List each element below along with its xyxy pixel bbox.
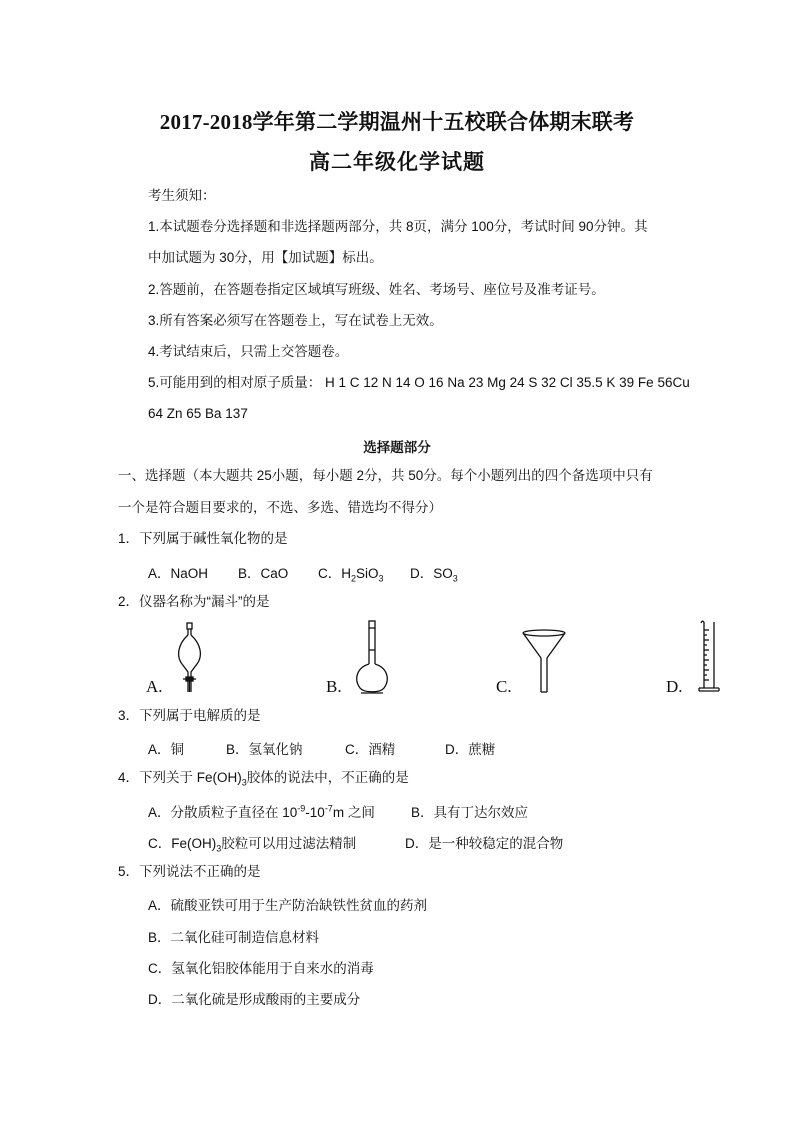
- funnel-icon: [520, 628, 568, 694]
- question-4-option-b: B．具有丁达尔效应: [411, 805, 529, 820]
- question-5-option-d: D．二氧化硫是形成酸雨的主要成分: [148, 992, 361, 1007]
- exam-title: 2017-2018学年第二学期温州十五校联合体期末联考: [159, 110, 635, 134]
- question-3-option-c: C．酒精: [345, 742, 396, 757]
- question-2-option-a-label: A.: [146, 677, 163, 696]
- question-3-option-a: A．铜: [148, 742, 185, 757]
- question-2-stem: 2．仪器名称为“漏斗”的是: [118, 594, 270, 609]
- question-4-stem: 4．下列关于 $Fe(OH)_3$胶体的说法中，不正确的是: [118, 770, 409, 788]
- question-3-option-b: B．氢氧化钠: [226, 742, 303, 757]
- question-5-option-a: A．硫酸亚铁可用于生产防治缺铁性贫血的药剂: [148, 898, 428, 913]
- graduated-cylinder-icon: [696, 620, 726, 694]
- exam-subtitle: 高二年级化学试题: [309, 150, 485, 174]
- question-2-option-d-label: D.: [666, 677, 683, 696]
- question-4-option-c: C．$Fe(OH)_3$胶粒可以用过滤法精制: [148, 836, 357, 854]
- notice-item-4: 4.考试结束后，只需上交答题卷。: [148, 344, 349, 359]
- question-2-option-c-label: C.: [496, 677, 512, 696]
- separatory-funnel-icon: [170, 622, 210, 694]
- notice-item-5-line-2: 64 Zn 65 Ba 137: [148, 406, 248, 421]
- question-1-option-a: A．NaOH: [148, 566, 209, 581]
- question-5-option-c: C．氢氧化铝胶体能用于自来水的消毒: [148, 961, 374, 976]
- section-intro-line-1: 一、选择题（本大题共 25小题，每小题 2分，共 50分。每个小题列出的四个备选项中只有: [118, 468, 653, 483]
- notice-item-5-line-1: 5.可能用到的相对原子质量： H 1 C 12 N 14 O 16 Na 23 Mg 24 S 32 Cl 35.5 K 39 Fe 56Cu: [148, 375, 690, 390]
- question-1-stem: 1．下列属于碱性氧化物的是: [118, 531, 288, 546]
- question-5-stem: 5．下列说法不正确的是: [118, 864, 261, 879]
- question-5-option-b: B．二氧化硅可制造信息材料: [148, 930, 320, 945]
- notice-heading: 考生须知：: [148, 188, 216, 203]
- section-title: 选择题部分: [363, 440, 431, 455]
- notice-item-3: 3.所有答案必须写在答题卷上，写在试卷上无效。: [148, 313, 443, 328]
- notice-item-2: 2.答题前，在答题卷指定区域填写班级、姓名、考场号、座位号及准考证号。: [148, 282, 605, 297]
- question-3-option-d: D．蔗糖: [445, 742, 496, 757]
- notice-item-1-line-1: 1.本试题卷分选择题和非选择题两部分，共 8页，满分 100分，考试时间 90分钟。其: [148, 219, 648, 234]
- question-2-option-b-label: B.: [326, 677, 342, 696]
- question-1-option-c: C．$H_2SiO_3$: [318, 566, 384, 584]
- volumetric-flask-icon: [352, 620, 392, 696]
- notice-item-1-line-2: 中加试题为 30分，用【加试题】标出。: [148, 250, 383, 265]
- question-4-option-a: A．分散质粒子直径在 $10^{-9}-10^{-7}m$ 之间: [148, 803, 375, 820]
- question-1-option-b: B．CaO: [238, 566, 289, 581]
- question-4-option-d: D．是一种较稳定的混合物: [405, 836, 564, 851]
- question-1-option-d: D．$SO_3$: [410, 566, 458, 584]
- section-intro-line-2: 一个是符合题目要求的，不选、多选、错选均不得分）: [118, 500, 442, 515]
- question-3-stem: 3．下列属于电解质的是: [118, 708, 261, 723]
